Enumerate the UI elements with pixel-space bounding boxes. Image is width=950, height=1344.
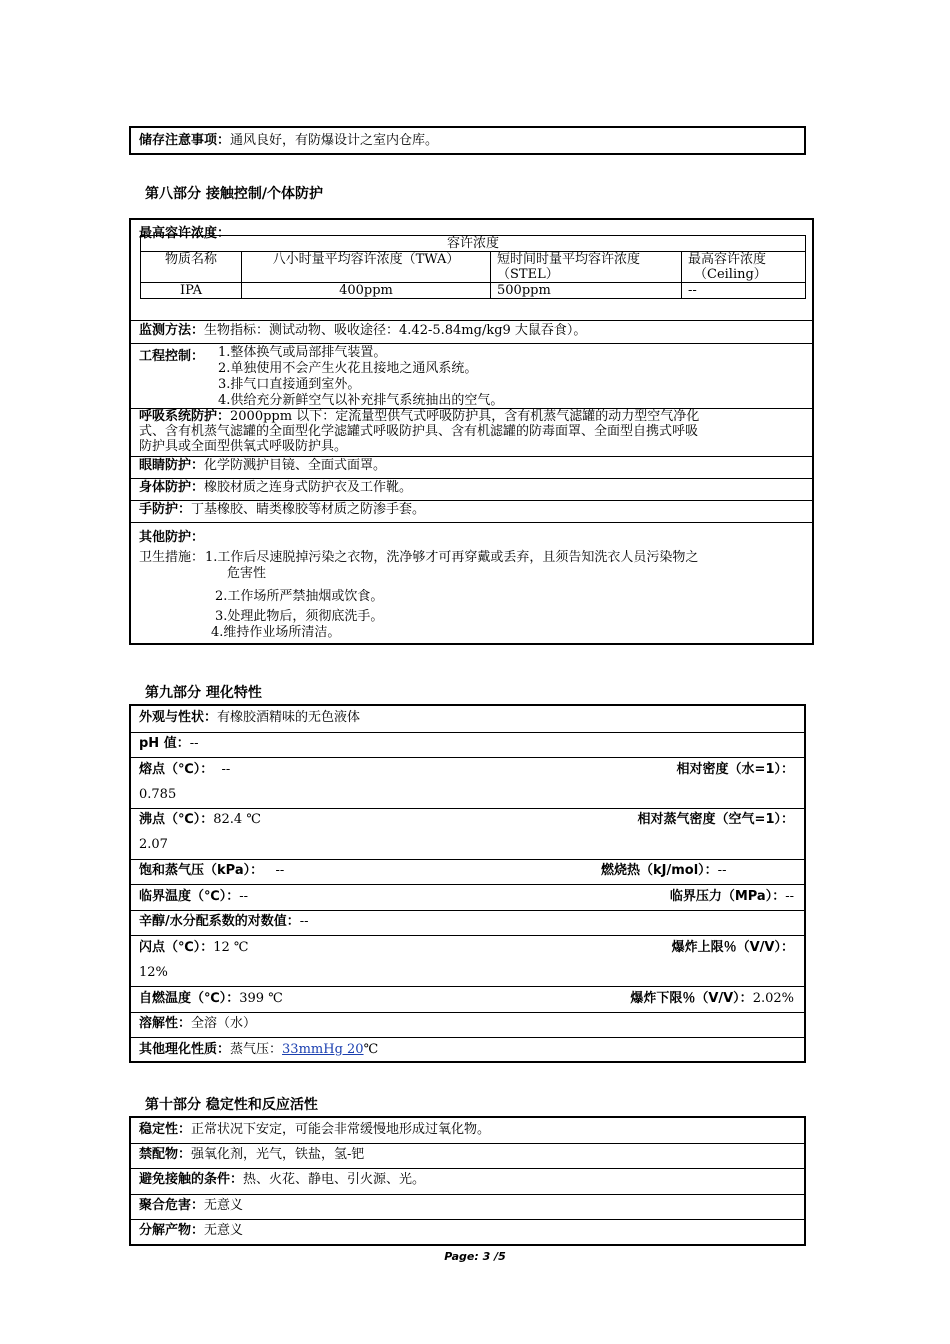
storage-text: 通风良好，有防爆设计之室内仓库。 xyxy=(230,133,439,148)
respiratory-line: 式、含有机蒸气滤罐的全面型化学滤罐式呼吸防护具、含有机滤罐的防毒面罩、全面型自携式呼吸 xyxy=(139,424,699,439)
vapor-pressure-text: -- xyxy=(275,863,285,878)
melting-text: -- xyxy=(221,762,231,777)
section-9-box xyxy=(129,704,806,1063)
page-number: Page: 3 /5 xyxy=(444,1250,506,1263)
table-header-row xyxy=(141,252,806,283)
avoid-row xyxy=(131,1169,804,1191)
list-item: 3.排气口直接通到室外。 xyxy=(218,377,361,392)
table-header-ceiling-line2: （Ceiling） xyxy=(694,267,767,282)
engineering-list xyxy=(218,345,503,409)
table-row xyxy=(141,283,806,299)
avoid-label: 避免接触的条件： xyxy=(139,1172,244,1187)
eye-label: 眼睛防护： xyxy=(139,458,205,473)
critical-row xyxy=(131,886,804,908)
table-header-twa: 八小时量平均容许浓度（TWA） xyxy=(242,252,491,283)
other-properties-row xyxy=(131,1039,804,1061)
solubility-text: 全溶（水） xyxy=(191,1016,257,1031)
appearance-row xyxy=(131,707,804,732)
hygiene-label: 卫生措施： xyxy=(139,550,205,565)
ph-row xyxy=(131,733,804,755)
list-item: 4.供给充分新鲜空气以补充排气系统抽出的空气。 xyxy=(218,393,504,408)
table-header-substance: 物质名称 xyxy=(141,252,242,283)
body-row xyxy=(131,477,812,499)
storage-label: 储存注意事项： xyxy=(139,133,231,148)
melting-label: 熔点（℃）： xyxy=(139,762,214,777)
hand-text: 丁基橡胶、睛类橡胶等材质之防渗手套。 xyxy=(191,502,426,517)
respiratory-block xyxy=(139,409,699,454)
flash-text: 12 ℃ xyxy=(213,940,249,955)
critical-pressure-label: 临界压力（MPa）： xyxy=(669,889,786,904)
storage-box xyxy=(129,126,806,155)
hand-row xyxy=(131,499,812,521)
eye-row xyxy=(131,455,812,477)
list-item: 危害性 xyxy=(227,566,267,581)
table-header-ceiling-line1: 最高容许浓度 xyxy=(688,252,767,267)
critical-pressure-text: -- xyxy=(785,889,794,904)
eye-text: 化学防溅护目镜、全面式面罩。 xyxy=(204,458,387,473)
body-text: 橡胶材质之连身式防护衣及工作靴。 xyxy=(204,480,413,495)
ph-label: pH 值： xyxy=(139,736,190,751)
body-label: 身体防护： xyxy=(139,480,205,495)
table-cell-ceiling: -- xyxy=(682,283,806,299)
ph-text: -- xyxy=(189,736,199,751)
monitor-row xyxy=(131,320,812,342)
boiling-row xyxy=(131,809,804,831)
vapor-pressure-label: 饱和蒸气压（kPa）： xyxy=(139,863,264,878)
engineering-label: 工程控制： xyxy=(139,349,205,364)
polymer-text: 无意义 xyxy=(204,1198,244,1213)
hygiene-list xyxy=(205,550,698,641)
avoid-text: 热、火花、静电、引火源、光。 xyxy=(243,1172,426,1187)
table-header-stel-line1: 短时间时量平均容许浓度 xyxy=(497,252,641,267)
list-item: 3.处理此物后，须彻底洗手。 xyxy=(215,609,384,624)
critical-temp-label: 临界温度（℃）： xyxy=(139,889,240,904)
section-10-box xyxy=(129,1116,806,1246)
polymer-row xyxy=(131,1195,804,1217)
stability-row xyxy=(131,1119,804,1141)
upper-limit-label: 爆炸上限％（V/V）： xyxy=(671,940,794,955)
section-10-title: 第十部分 稳定性和反应活性 xyxy=(145,1097,318,1113)
melting-row xyxy=(131,759,804,781)
solubility-label: 溶解性： xyxy=(139,1016,192,1031)
list-item: 2.工作场所严禁抽烟或饮食。 xyxy=(215,589,384,604)
octanol-label: 辛醇/水分配系数的对数值： xyxy=(139,914,300,929)
vapor-density-label: 相对蒸气密度（空气=1）： xyxy=(637,812,794,827)
respiratory-label: 呼吸系统防护： xyxy=(139,409,231,424)
other-protection-label: 其他防护： xyxy=(139,530,205,545)
section-9-title: 第九部分 理化特性 xyxy=(145,685,262,701)
autoignition-label: 自燃温度（℃）： xyxy=(139,991,240,1006)
incompatible-row xyxy=(131,1144,804,1166)
other-properties-label: 其他理化性质： xyxy=(139,1042,231,1057)
table-header-stel xyxy=(491,252,682,283)
vapor-density-value: 2.07 xyxy=(139,837,168,852)
respiratory-line: 防护具或全面型供氧式呼吸防护具。 xyxy=(139,439,348,454)
list-item: 2.单独使用不会产生火花且接地之通风系统。 xyxy=(218,361,478,376)
flash-row xyxy=(131,937,804,959)
section-8-title: 第八部分 接触控制/个体防护 xyxy=(145,186,323,202)
other-properties-prefix: 蒸气压： xyxy=(230,1042,283,1057)
boiling-text: 82.4 ℃ xyxy=(213,812,261,827)
table-cell-substance: IPA xyxy=(141,283,242,299)
decomposition-text: 无意义 xyxy=(204,1223,244,1238)
critical-temp-text: -- xyxy=(239,889,249,904)
table-cell-stel: 500ppm xyxy=(491,283,682,299)
appearance-text: 有橡胶酒精味的无色液体 xyxy=(217,710,361,725)
octanol-text: -- xyxy=(299,914,309,929)
autoignition-row xyxy=(131,988,804,1010)
monitor-text: 生物指标：测试动物、吸收途径：4.42-5.84mg/kg9 大鼠吞食）。 xyxy=(204,323,587,338)
respiratory-line: 2000ppm 以下：定流量型供气式呼吸防护具，含有机蒸气滤罐的动力型空气净化 xyxy=(230,409,700,424)
lower-limit-text: 2.02% xyxy=(752,991,794,1006)
table-group-header: 容许浓度 xyxy=(141,236,806,252)
stability-text: 正常状况下安定，可能会非常缓慢地形成过氧化物。 xyxy=(191,1122,491,1137)
boiling-label: 沸点（℃）： xyxy=(139,812,214,827)
decomposition-row xyxy=(131,1220,804,1242)
table-header-stel-line2: （STEL） xyxy=(497,267,559,282)
storage-row xyxy=(131,130,804,152)
incompatible-label: 禁配物： xyxy=(139,1147,192,1162)
mac-label: 最高容许浓度： xyxy=(139,226,231,241)
combustion-heat-label: 燃烧热（kJ/mol）： xyxy=(601,863,718,878)
vapor-pressure-link[interactable]: 33mmHg 20 xyxy=(282,1042,364,1057)
density-value: 0.785 xyxy=(139,787,177,802)
vapor-pressure-row xyxy=(131,860,804,882)
table-header-ceiling xyxy=(682,252,806,283)
lower-limit-label: 爆炸下限％（V/V）： xyxy=(630,991,753,1006)
hand-label: 手防护： xyxy=(139,502,192,517)
autoignition-text: 399 ℃ xyxy=(239,991,283,1006)
incompatible-text: 强氧化剂，光气，铁盐，氢-钯 xyxy=(191,1147,365,1162)
exposure-limit-table xyxy=(140,235,806,299)
octanol-row xyxy=(131,911,804,933)
appearance-label: 外观与性状： xyxy=(139,710,218,725)
decomposition-label: 分解产物： xyxy=(139,1223,205,1238)
density-label: 相对密度（水=1）： xyxy=(676,762,794,777)
polymer-label: 聚合危害： xyxy=(139,1198,205,1213)
list-item: 1.整体换气或局部排气装置。 xyxy=(218,345,387,360)
section-8-box xyxy=(129,218,814,645)
solubility-row xyxy=(131,1013,804,1035)
list-item: 1.工作后尽速脱掉污染之衣物，洗净够才可再穿戴或丢弃，且须告知洗衣人员污染物之 xyxy=(205,550,699,565)
combustion-heat-text: -- xyxy=(717,863,727,878)
other-properties-suffix: ℃ xyxy=(363,1042,379,1057)
flash-label: 闪点（℃）： xyxy=(139,940,214,955)
stability-label: 稳定性： xyxy=(139,1122,192,1137)
table-cell-twa: 400ppm xyxy=(242,283,491,299)
monitor-label: 监测方法： xyxy=(139,323,205,338)
list-item: 4.维持作业场所清洁。 xyxy=(211,625,341,640)
upper-limit-value: 12% xyxy=(139,965,168,980)
